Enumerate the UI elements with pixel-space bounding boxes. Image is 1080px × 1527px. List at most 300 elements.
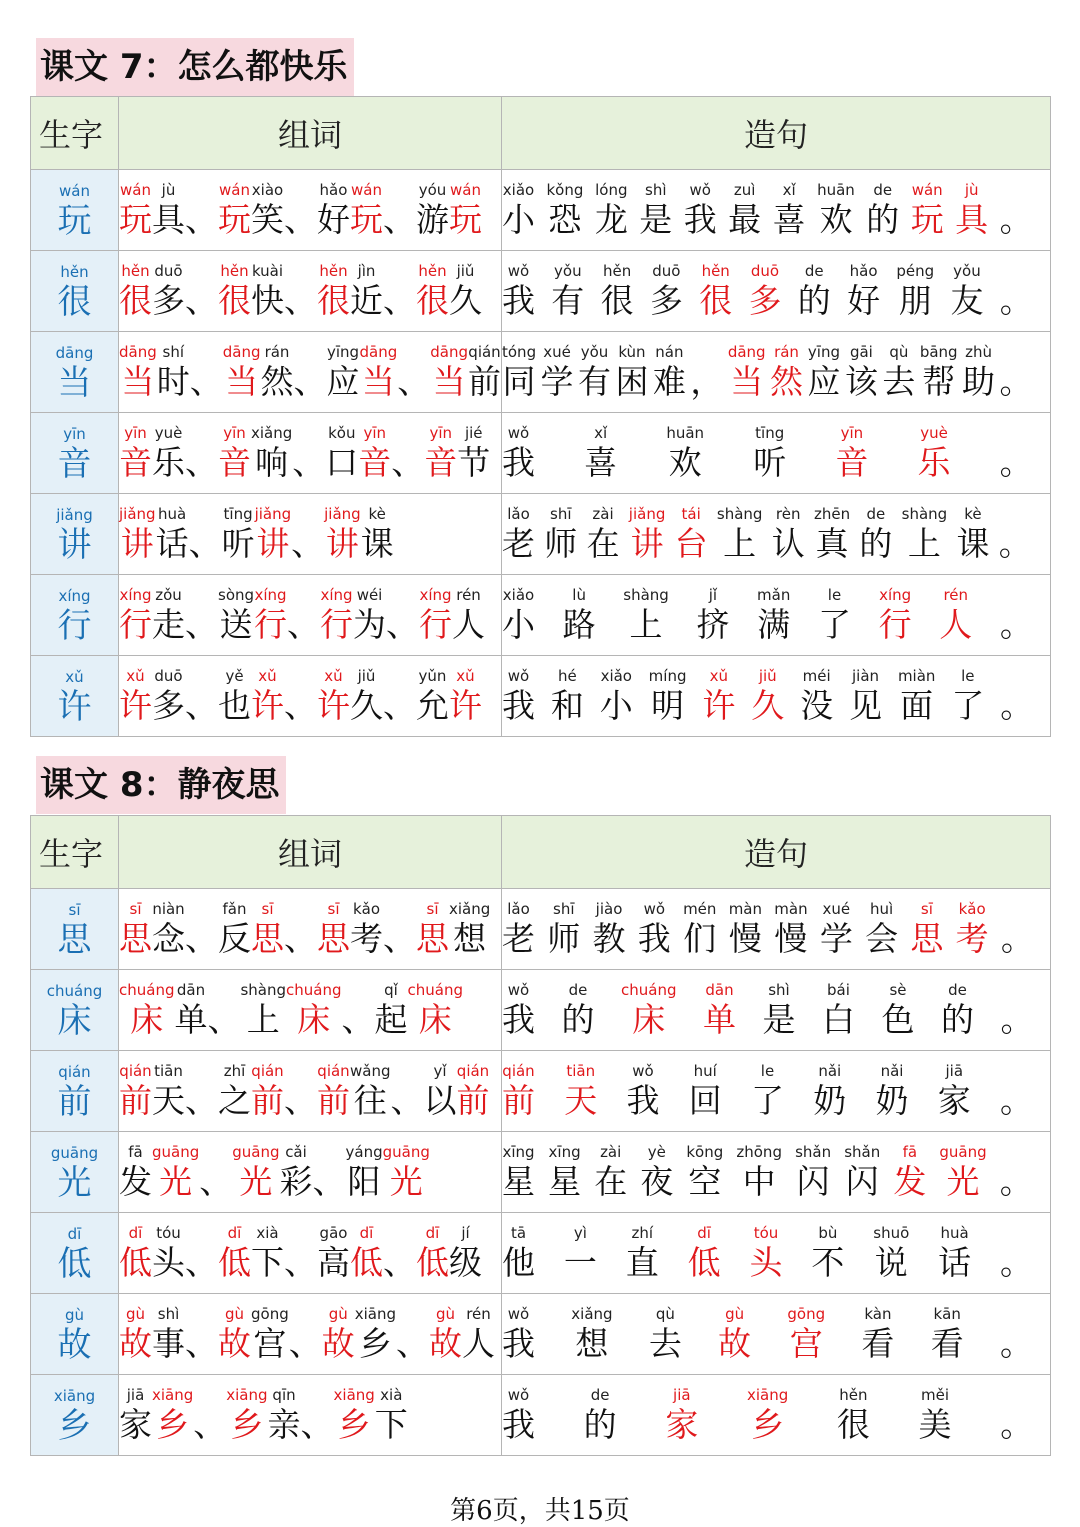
- target-char: [226, 1385, 267, 1445]
- word-separator: 、: [391, 443, 425, 482]
- pinyin: jìn: [357, 262, 376, 280]
- pinyin: shàng: [716, 505, 763, 523]
- pinyin: kè: [368, 505, 386, 523]
- hanzi: 行: [878, 605, 912, 644]
- char-with-pinyin: [325, 423, 358, 483]
- char-with-pinyin: [449, 261, 482, 321]
- target-char: [747, 1385, 788, 1445]
- hanzi: 床: [418, 1000, 452, 1039]
- char-with-pinyin: [844, 1142, 880, 1202]
- pinyin: wǒ: [643, 900, 666, 918]
- pinyin: xiǎo: [502, 181, 535, 199]
- pinyin: xià: [380, 1386, 403, 1404]
- character-cell: [31, 1051, 119, 1132]
- char-with-pinyin: [686, 1142, 723, 1202]
- word-separator: 、: [383, 686, 416, 725]
- pinyin: sī: [261, 900, 274, 918]
- character-pinyin: xǔ: [65, 668, 84, 686]
- hanzi: 上: [723, 524, 757, 563]
- hanzi: 快: [251, 281, 284, 320]
- pinyin: shī: [553, 900, 575, 918]
- word-separator: 、: [185, 281, 218, 320]
- char-with-pinyin: [653, 342, 686, 402]
- hanzi: 往: [353, 1081, 387, 1120]
- char-with-pinyin: [317, 1223, 350, 1283]
- pinyin: qián: [468, 343, 501, 361]
- example-sentence: [502, 251, 1051, 332]
- pinyin: yīng: [807, 343, 840, 361]
- word-group: [317, 900, 383, 959]
- hanzi: 在: [594, 1162, 628, 1201]
- character-cell: [31, 656, 119, 737]
- hanzi: 很: [416, 281, 449, 320]
- char-with-pinyin: [762, 980, 795, 1040]
- hanzi: 玩: [449, 200, 482, 239]
- char-with-pinyin: [649, 1304, 682, 1364]
- hanzi: 美: [918, 1405, 952, 1444]
- character-cell: [31, 170, 119, 251]
- char-with-pinyin: [261, 342, 294, 402]
- hanzi: 奶: [813, 1081, 847, 1120]
- hanzi: 夜: [640, 1162, 674, 1201]
- hanzi: 朋: [898, 281, 932, 320]
- pinyin: hěn: [701, 262, 730, 280]
- pinyin: xǐ: [782, 181, 796, 199]
- pinyin: xiǎo: [600, 667, 632, 685]
- pinyin: hé: [558, 667, 577, 685]
- pinyin: le: [760, 1062, 775, 1080]
- pinyin: xíng: [879, 586, 912, 604]
- hanzi: 很: [317, 281, 350, 320]
- hanzi: 说: [874, 1243, 908, 1282]
- char-with-pinyin: [424, 1061, 457, 1121]
- hanzi: 游: [416, 200, 449, 239]
- hanzi: 然: [770, 362, 804, 401]
- word-group: [119, 181, 185, 240]
- hanzi: 乡: [751, 1405, 785, 1444]
- hanzi: 的: [797, 281, 831, 320]
- pinyin: tóu: [753, 1224, 779, 1242]
- char-with-pinyin: [468, 342, 501, 402]
- char-with-pinyin: [462, 1304, 495, 1364]
- hanzi: 前: [251, 1081, 284, 1120]
- char-with-pinyin: [814, 504, 850, 564]
- char-with-pinyin: [551, 261, 584, 321]
- hanzi: 友: [950, 281, 984, 320]
- hanzi: 慢: [774, 919, 808, 958]
- pinyin: qù: [889, 343, 909, 361]
- pinyin: jù: [964, 181, 979, 199]
- pinyin: méi: [802, 667, 831, 685]
- char-with-pinyin: [876, 1061, 909, 1121]
- char-with-pinyin: [640, 1142, 673, 1202]
- word-group: [423, 1062, 490, 1121]
- target-char: [317, 666, 350, 726]
- word-separator: 、: [292, 443, 326, 482]
- char-with-pinyin: [956, 504, 989, 564]
- word-group: [345, 1143, 430, 1202]
- hanzi: 小: [502, 605, 535, 644]
- char-with-pinyin: [502, 423, 535, 483]
- pinyin: shàng: [623, 586, 669, 604]
- character-cell: [31, 332, 119, 413]
- hanzi: 我: [502, 686, 535, 725]
- char-with-pinyin: [268, 1385, 301, 1445]
- word-group: [218, 1062, 284, 1121]
- pinyin: gōng: [787, 1305, 826, 1323]
- hanzi: 低: [416, 1243, 449, 1282]
- pinyin: zuì: [733, 181, 756, 199]
- char-with-pinyin: [650, 261, 683, 321]
- word-group: [119, 1386, 194, 1445]
- char-with-pinyin: [502, 504, 535, 564]
- pinyin: jiǎng: [628, 505, 666, 523]
- char-with-pinyin: [849, 666, 882, 726]
- pinyin: guāng: [232, 1143, 280, 1161]
- char-with-pinyin: [639, 180, 672, 240]
- pinyin: tiān: [566, 1062, 596, 1080]
- word-group: [226, 1386, 301, 1445]
- char-with-pinyin: [218, 899, 251, 959]
- char-with-pinyin: [962, 342, 995, 402]
- target-char: [502, 1061, 535, 1121]
- char-with-pinyin: [800, 666, 833, 726]
- target-char: [675, 504, 708, 564]
- word-separator: 、: [293, 362, 327, 401]
- pinyin: jù: [161, 181, 176, 199]
- pinyin: tái: [681, 505, 701, 523]
- target-char: [350, 1223, 383, 1283]
- example-sentence: [502, 1132, 1051, 1213]
- pinyin: dān: [705, 981, 734, 999]
- char-with-pinyin: [563, 585, 596, 645]
- target-char: [317, 899, 350, 959]
- hanzi: 听: [753, 443, 787, 482]
- pinyin: chuáng: [286, 981, 342, 999]
- hanzi: 一: [563, 1243, 597, 1282]
- hanzi: 久: [751, 686, 785, 725]
- hanzi: 低: [218, 1243, 251, 1282]
- pinyin: dāng: [222, 343, 261, 361]
- target-char: [251, 1061, 284, 1121]
- pinyin: duō: [154, 262, 183, 280]
- target-char: [408, 980, 463, 1040]
- target-char: [910, 899, 943, 959]
- char-with-pinyin: [594, 1142, 627, 1202]
- char-with-pinyin: [689, 1061, 722, 1121]
- char-with-pinyin: [938, 1223, 971, 1283]
- target-char: [770, 342, 803, 402]
- hanzi: 认: [771, 524, 805, 563]
- char-with-pinyin: [157, 342, 190, 402]
- char-with-pinyin: [774, 899, 807, 959]
- example-sentence: [502, 1375, 1051, 1456]
- target-char: [119, 666, 152, 726]
- word-separator: 、: [383, 200, 416, 239]
- pinyin: dān: [176, 981, 206, 999]
- pinyin: péng: [896, 262, 935, 280]
- word-combinations: [119, 1132, 502, 1213]
- hanzi: 喜: [772, 200, 806, 239]
- char-with-pinyin: [416, 180, 449, 240]
- hanzi: 故: [218, 1324, 251, 1363]
- pinyin: de: [948, 981, 967, 999]
- pinyin: dī: [697, 1224, 711, 1242]
- word-group: [119, 900, 185, 959]
- hanzi: 音: [119, 443, 152, 482]
- hanzi: 上: [246, 1000, 280, 1039]
- pinyin: xǔ: [456, 667, 475, 685]
- word-group: [416, 262, 482, 321]
- word-separator: 、: [287, 605, 321, 644]
- pinyin: guāng: [939, 1143, 987, 1161]
- hanzi: 为: [353, 605, 387, 644]
- word-separator: 、: [291, 524, 325, 563]
- char-with-pinyin: [627, 1061, 660, 1121]
- char-with-pinyin: [502, 1385, 535, 1445]
- target-char: [152, 1142, 199, 1202]
- pinyin: qián: [119, 1062, 152, 1080]
- target-char: [955, 180, 988, 240]
- example-sentence: [502, 413, 1051, 494]
- character-pinyin: sī: [68, 901, 81, 919]
- hanzi: 人: [939, 605, 973, 644]
- pinyin: xiāng: [746, 1386, 789, 1404]
- pinyin: xiǎng: [251, 424, 293, 442]
- pinyin: shuō: [873, 1224, 910, 1242]
- char-with-pinyin: [218, 585, 254, 645]
- character: 很: [57, 282, 92, 322]
- pinyin: wǒ: [507, 667, 530, 685]
- word-combinations: [119, 1375, 502, 1456]
- pinyin: mén: [683, 900, 717, 918]
- pinyin: jiǎng: [119, 505, 156, 523]
- hanzi: 台: [674, 524, 708, 563]
- char-with-pinyin: [736, 1142, 782, 1202]
- hanzi: 我: [626, 1081, 660, 1120]
- char-with-pinyin: [729, 899, 762, 959]
- pinyin: xiāng: [354, 1305, 396, 1323]
- pinyin: gōng: [251, 1305, 289, 1323]
- pinyin: kǒng: [546, 181, 584, 199]
- hanzi: 走: [152, 605, 185, 644]
- pinyin: qù: [655, 1305, 675, 1323]
- target-char: [232, 1142, 279, 1202]
- hanzi: 单: [702, 1000, 736, 1039]
- pinyin: qián: [502, 1062, 535, 1080]
- hanzi: 当: [121, 362, 155, 401]
- character-pinyin: dāng: [55, 344, 94, 362]
- char-with-pinyin: [837, 1385, 870, 1445]
- hanzi: 慢: [728, 919, 762, 958]
- target-char: [322, 1304, 355, 1364]
- pinyin: gù: [725, 1305, 745, 1323]
- word-group: [218, 1224, 284, 1283]
- hanzi: 帮: [922, 362, 956, 401]
- hanzi: 音: [218, 443, 251, 482]
- pinyin: zǒu: [155, 586, 182, 604]
- char-with-pinyin: [845, 342, 878, 402]
- punctuation: 。: [999, 200, 1033, 239]
- hanzi: 挤: [696, 605, 730, 644]
- word-group: [424, 424, 491, 483]
- word-combinations: [119, 970, 502, 1051]
- hanzi: 学: [819, 919, 853, 958]
- hanzi: 看: [861, 1324, 895, 1363]
- example-sentence: [502, 1294, 1051, 1375]
- pinyin: jié: [464, 424, 483, 442]
- hanzi: 满: [757, 605, 791, 644]
- word-group: [321, 1305, 396, 1364]
- char-with-pinyin: [822, 980, 855, 1040]
- hanzi: 上: [629, 605, 663, 644]
- lesson-7-title: 课文 7：怎么都快乐: [36, 38, 354, 96]
- pinyin: niàn: [152, 900, 185, 918]
- hanzi: 行: [254, 605, 288, 644]
- character: 床: [57, 1001, 92, 1041]
- hanzi: 思: [119, 919, 152, 958]
- pinyin: qián: [456, 1062, 490, 1080]
- hanzi: 近: [350, 281, 383, 320]
- pinyin: yǒu: [580, 343, 609, 361]
- pinyin: wǒ: [507, 981, 530, 999]
- hanzi: 多: [152, 686, 185, 725]
- pinyin: yīn: [840, 424, 864, 442]
- target-char: [893, 1142, 926, 1202]
- target-char: [911, 180, 944, 240]
- hanzi: 家: [937, 1081, 971, 1120]
- word-group: [317, 667, 383, 726]
- hanzi: 低: [687, 1243, 721, 1282]
- hanzi: 的: [859, 524, 893, 563]
- pinyin: xǔ: [126, 667, 145, 685]
- hanzi: 前: [502, 1081, 535, 1120]
- table-row: [31, 494, 1051, 575]
- character-pinyin: dī: [67, 1225, 82, 1243]
- hanzi: 许: [449, 686, 482, 725]
- pinyin: dī: [128, 1224, 143, 1242]
- target-char: [119, 261, 152, 321]
- target-char: [429, 1304, 462, 1364]
- char-with-pinyin: [218, 1061, 251, 1121]
- pinyin: jiǔ: [456, 262, 475, 280]
- char-with-pinyin: [564, 1223, 597, 1283]
- character-cell: [31, 1213, 119, 1294]
- table-header-row: [31, 97, 1051, 170]
- hanzi: 想: [453, 919, 487, 958]
- character-pinyin: gù: [64, 1306, 85, 1324]
- word-group: [218, 667, 284, 726]
- hanzi: 喜: [584, 443, 618, 482]
- char-with-pinyin: [156, 504, 189, 564]
- hanzi: 然: [260, 362, 294, 401]
- pinyin: jiā: [945, 1062, 964, 1080]
- hanzi: 前: [468, 362, 501, 401]
- word-separator: 、: [199, 1162, 233, 1201]
- word-separator: 、: [397, 362, 431, 401]
- hanzi: 很: [699, 281, 733, 320]
- pinyin: tā: [510, 1224, 527, 1242]
- character-pinyin: xiāng: [53, 1387, 96, 1405]
- char-with-pinyin: [449, 1223, 482, 1283]
- character-pinyin: wán: [59, 182, 90, 200]
- char-with-pinyin: [541, 342, 574, 402]
- pinyin: xiāng: [333, 1386, 375, 1404]
- word-group: [218, 181, 284, 240]
- hanzi: 很: [218, 281, 251, 320]
- character: 当: [57, 363, 92, 403]
- hanzi: 故: [119, 1324, 152, 1363]
- pinyin: jí: [461, 1224, 470, 1242]
- target-char: [320, 585, 353, 645]
- word-group: [119, 667, 185, 726]
- pinyin: měi: [921, 1386, 950, 1404]
- pinyin: wǒ: [507, 262, 530, 280]
- hanzi: 音: [424, 443, 458, 482]
- hanzi: 奶: [875, 1081, 909, 1120]
- hanzi: 光: [389, 1162, 423, 1201]
- pinyin: gāo: [319, 1224, 348, 1242]
- example-sentence: [502, 970, 1051, 1051]
- pinyin: yuè: [920, 424, 948, 442]
- hanzi: 家: [665, 1405, 699, 1444]
- pinyin: kǎo: [958, 900, 986, 918]
- word-group: [325, 424, 392, 483]
- hanzi: 去: [882, 362, 916, 401]
- pinyin: gù: [435, 1305, 456, 1323]
- hanzi: 看: [930, 1324, 964, 1363]
- pinyin: rén: [943, 586, 969, 604]
- char-with-pinyin: [882, 342, 915, 402]
- pinyin: màn: [728, 900, 762, 918]
- pinyin: huí: [693, 1062, 717, 1080]
- character-pinyin: hěn: [60, 263, 89, 281]
- word-separator: 、: [185, 605, 218, 644]
- word-separator: 、: [288, 1324, 322, 1363]
- hanzi: 们: [683, 919, 717, 958]
- hanzi: 天: [152, 1081, 185, 1120]
- char-with-pinyin: [820, 899, 853, 959]
- hanzi: 宫: [789, 1324, 823, 1363]
- word-group: [430, 343, 501, 402]
- char-with-pinyin: [375, 980, 408, 1040]
- char-with-pinyin: [938, 1061, 971, 1121]
- pinyin: wǎng: [350, 1062, 391, 1080]
- word-combinations: [119, 170, 502, 251]
- hanzi: 中: [742, 1162, 776, 1201]
- char-with-pinyin: [317, 180, 350, 240]
- target-char: [334, 1385, 375, 1445]
- hanzi: 小: [599, 686, 633, 725]
- word-combinations: [119, 575, 502, 656]
- char-with-pinyin: [251, 1223, 284, 1283]
- hanzi: 很: [836, 1405, 870, 1444]
- word-group: [419, 586, 486, 645]
- hanzi: 应: [326, 362, 360, 401]
- target-char: [360, 342, 398, 402]
- pinyin: màn: [774, 900, 808, 918]
- target-char: [119, 504, 156, 564]
- pinyin: xíng: [254, 586, 287, 604]
- pinyin: wǒ: [507, 1386, 530, 1404]
- char-with-pinyin: [152, 261, 185, 321]
- pinyin: bāng: [919, 343, 958, 361]
- hanzi: 上: [907, 524, 941, 563]
- pinyin: tóng: [502, 343, 537, 361]
- pinyin: jiǎng: [324, 505, 361, 523]
- pinyin: duō: [154, 667, 183, 685]
- target-char: [703, 980, 736, 1040]
